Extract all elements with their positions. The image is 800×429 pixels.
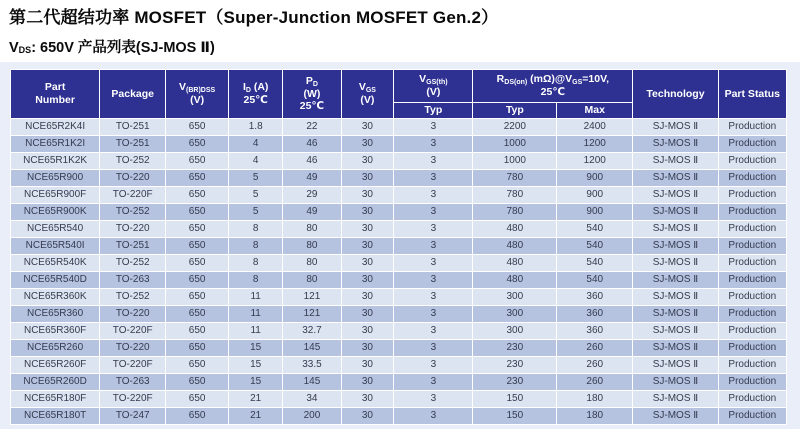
cell-rdson_max: 540 — [557, 221, 633, 238]
cell-rdson_typ: 230 — [473, 357, 557, 374]
cell-package: TO-252 — [100, 255, 166, 272]
cell-part_status: Production — [718, 306, 786, 323]
cell-package: TO-220F — [100, 357, 166, 374]
cell-part_status: Production — [718, 153, 786, 170]
cell-vgsth_typ: 3 — [394, 391, 473, 408]
cell-part_status: Production — [718, 119, 786, 136]
subtitle-rest: : 650V 产品列表(SJ-MOS Ⅱ) — [31, 40, 215, 57]
cell-id_25c: 11 — [229, 306, 283, 323]
cell-pd_25c: 80 — [283, 272, 341, 289]
cell-vbrdss: 650 — [166, 136, 229, 153]
cell-technology: SJ-MOS Ⅱ — [633, 136, 718, 153]
cell-rdson_typ: 480 — [473, 255, 557, 272]
cell-rdson_typ: 780 — [473, 187, 557, 204]
table-row — [11, 408, 787, 425]
cell-rdson_typ: 230 — [473, 374, 557, 391]
table-row — [11, 272, 787, 289]
cell-vgsth_typ: 3 — [394, 238, 473, 255]
cell-vbrdss: 650 — [166, 374, 229, 391]
cell-package: TO-220 — [100, 306, 166, 323]
col-header-pd: $P_D$ (W) 25℃ — [283, 70, 341, 119]
cell-part_number: NCE65R900F — [11, 187, 100, 204]
cell-vbrdss: 650 — [166, 408, 229, 425]
cell-package: TO-220 — [100, 340, 166, 357]
cell-rdson_typ: 780 — [473, 204, 557, 221]
cell-technology: SJ-MOS Ⅱ — [633, 238, 718, 255]
table-panel — [0, 62, 800, 429]
cell-part_status: Production — [718, 204, 786, 221]
cell-pd_25c: 34 — [283, 391, 341, 408]
cell-package: TO-252 — [100, 204, 166, 221]
cell-vgsth_typ: 3 — [394, 357, 473, 374]
cell-rdson_typ: 150 — [473, 408, 557, 425]
col-header-vgs: $V_{GS}$ (V) — [341, 70, 394, 119]
cell-technology: SJ-MOS Ⅱ — [633, 408, 718, 425]
col-header-vgsth-group: $V_{GS(th)}$ (V) — [394, 70, 473, 103]
cell-pd_25c: 22 — [283, 119, 341, 136]
cell-rdson_max: 260 — [557, 374, 633, 391]
table-row — [11, 374, 787, 391]
cell-id_25c: 1.8 — [229, 119, 283, 136]
cell-part_status: Production — [718, 170, 786, 187]
subtitle-v: V — [9, 40, 19, 57]
cell-vgsth_typ: 3 — [394, 340, 473, 357]
cell-rdson_max: 180 — [557, 408, 633, 425]
cell-package: TO-251 — [100, 136, 166, 153]
table-row — [11, 340, 787, 357]
cell-part_status: Production — [718, 374, 786, 391]
cell-rdson_max: 260 — [557, 340, 633, 357]
cell-rdson_max: 1200 — [557, 136, 633, 153]
cell-part_status: Production — [718, 255, 786, 272]
cell-package: TO-252 — [100, 289, 166, 306]
cell-part_number: NCE65R540I — [11, 238, 100, 255]
cell-id_25c: 21 — [229, 391, 283, 408]
cell-pd_25c: 80 — [283, 221, 341, 238]
table-row — [11, 238, 787, 255]
cell-technology: SJ-MOS Ⅱ — [633, 204, 718, 221]
cell-vbrdss: 650 — [166, 255, 229, 272]
cell-pd_25c: 145 — [283, 374, 341, 391]
cell-part_status: Production — [718, 238, 786, 255]
cell-vbrdss: 650 — [166, 204, 229, 221]
col-header-technology: Technology — [633, 70, 718, 119]
page-title-text: 第二代超结功率 MOSFET（Super-Junction MOSFET Gen.2） — [9, 8, 499, 27]
cell-vgs: 30 — [341, 204, 394, 221]
cell-part_status: Production — [718, 272, 786, 289]
cell-vgsth_typ: 3 — [394, 374, 473, 391]
cell-vgs: 30 — [341, 153, 394, 170]
cell-vgsth_typ: 3 — [394, 408, 473, 425]
cell-part_status: Production — [718, 408, 786, 425]
table-row — [11, 136, 787, 153]
table-row — [11, 306, 787, 323]
cell-technology: SJ-MOS Ⅱ — [633, 306, 718, 323]
cell-rdson_typ: 480 — [473, 221, 557, 238]
cell-vgs: 30 — [341, 170, 394, 187]
cell-vbrdss: 650 — [166, 306, 229, 323]
cell-package: TO-252 — [100, 153, 166, 170]
cell-pd_25c: 29 — [283, 187, 341, 204]
cell-id_25c: 4 — [229, 136, 283, 153]
cell-technology: SJ-MOS Ⅱ — [633, 391, 718, 408]
table-header — [11, 70, 787, 119]
cell-vbrdss: 650 — [166, 153, 229, 170]
table-row — [11, 204, 787, 221]
cell-id_25c: 4 — [229, 153, 283, 170]
cell-rdson_max: 540 — [557, 272, 633, 289]
table-row — [11, 170, 787, 187]
col-header-rdson-group: $R_{DS(on)}$ $(m\Omega)@V_{GS}=10V$, 25℃ — [473, 70, 633, 103]
cell-vgs: 30 — [341, 306, 394, 323]
cell-vgs: 30 — [341, 408, 394, 425]
cell-package: TO-220F — [100, 187, 166, 204]
cell-part_number: NCE65R180F — [11, 391, 100, 408]
cell-pd_25c: 121 — [283, 289, 341, 306]
cell-technology: SJ-MOS Ⅱ — [633, 221, 718, 238]
cell-vbrdss: 650 — [166, 238, 229, 255]
table-row — [11, 153, 787, 170]
cell-technology: SJ-MOS Ⅱ — [633, 153, 718, 170]
cell-package: TO-247 — [100, 408, 166, 425]
cell-vbrdss: 650 — [166, 221, 229, 238]
cell-id_25c: 8 — [229, 238, 283, 255]
cell-part_number: NCE65R260F — [11, 357, 100, 374]
cell-id_25c: 8 — [229, 255, 283, 272]
col-header-part-number: Part Number — [11, 70, 100, 119]
cell-vbrdss: 650 — [166, 323, 229, 340]
table-row — [11, 323, 787, 340]
cell-vgs: 30 — [341, 289, 394, 306]
product-table — [10, 69, 787, 425]
cell-id_25c: 21 — [229, 408, 283, 425]
cell-part_status: Production — [718, 340, 786, 357]
cell-technology: SJ-MOS Ⅱ — [633, 272, 718, 289]
cell-vgs: 30 — [341, 119, 394, 136]
cell-package: TO-251 — [100, 238, 166, 255]
cell-part_number: NCE65R360 — [11, 306, 100, 323]
cell-package: TO-263 — [100, 272, 166, 289]
cell-rdson_typ: 780 — [473, 170, 557, 187]
cell-part_number: NCE65R900 — [11, 170, 100, 187]
cell-vgsth_typ: 3 — [394, 136, 473, 153]
cell-rdson_max: 900 — [557, 204, 633, 221]
cell-technology: SJ-MOS Ⅱ — [633, 340, 718, 357]
cell-part_number: NCE65R1K2I — [11, 136, 100, 153]
cell-pd_25c: 33.5 — [283, 357, 341, 374]
col-header-package: Package — [100, 70, 166, 119]
cell-vbrdss: 650 — [166, 391, 229, 408]
cell-vgs: 30 — [341, 323, 394, 340]
table-row — [11, 119, 787, 136]
cell-rdson_typ: 1000 — [473, 153, 557, 170]
cell-technology: SJ-MOS Ⅱ — [633, 119, 718, 136]
cell-part_number: NCE65R540K — [11, 255, 100, 272]
cell-vgs: 30 — [341, 255, 394, 272]
cell-pd_25c: 32.7 — [283, 323, 341, 340]
cell-rdson_max: 540 — [557, 238, 633, 255]
cell-vgs: 30 — [341, 238, 394, 255]
cell-part_status: Production — [718, 289, 786, 306]
cell-pd_25c: 121 — [283, 306, 341, 323]
cell-vgs: 30 — [341, 340, 394, 357]
cell-vgsth_typ: 3 — [394, 221, 473, 238]
cell-vgsth_typ: 3 — [394, 153, 473, 170]
cell-vgs: 30 — [341, 221, 394, 238]
cell-rdson_max: 2400 — [557, 119, 633, 136]
cell-rdson_typ: 2200 — [473, 119, 557, 136]
cell-id_25c: 15 — [229, 340, 283, 357]
cell-part_number: NCE65R260D — [11, 374, 100, 391]
cell-part_number: NCE65R260 — [11, 340, 100, 357]
cell-id_25c: 11 — [229, 323, 283, 340]
cell-rdson_max: 180 — [557, 391, 633, 408]
cell-vgs: 30 — [341, 357, 394, 374]
cell-vbrdss: 650 — [166, 289, 229, 306]
cell-id_25c: 11 — [229, 289, 283, 306]
cell-rdson_typ: 300 — [473, 306, 557, 323]
cell-vbrdss: 650 — [166, 119, 229, 136]
cell-id_25c: 5 — [229, 170, 283, 187]
cell-id_25c: 8 — [229, 221, 283, 238]
cell-rdson_max: 360 — [557, 289, 633, 306]
cell-rdson_typ: 480 — [473, 272, 557, 289]
cell-vgsth_typ: 3 — [394, 187, 473, 204]
cell-pd_25c: 145 — [283, 340, 341, 357]
cell-rdson_max: 900 — [557, 187, 633, 204]
cell-vgsth_typ: 3 — [394, 289, 473, 306]
page-subtitle — [9, 36, 790, 57]
cell-part_status: Production — [718, 187, 786, 204]
table-row — [11, 255, 787, 272]
table-row — [11, 391, 787, 408]
cell-rdson_max: 360 — [557, 323, 633, 340]
cell-id_25c: 5 — [229, 187, 283, 204]
cell-vgsth_typ: 3 — [394, 119, 473, 136]
col-header-rdson-max: Max — [557, 103, 633, 119]
table-row — [11, 221, 787, 238]
cell-technology: SJ-MOS Ⅱ — [633, 255, 718, 272]
cell-part_status: Production — [718, 357, 786, 374]
cell-vgs: 30 — [341, 391, 394, 408]
cell-pd_25c: 49 — [283, 204, 341, 221]
cell-vgs: 30 — [341, 374, 394, 391]
cell-vgsth_typ: 3 — [394, 272, 473, 289]
cell-rdson_max: 260 — [557, 357, 633, 374]
cell-vbrdss: 650 — [166, 170, 229, 187]
table-body — [11, 119, 787, 425]
cell-rdson_max: 540 — [557, 255, 633, 272]
cell-part_status: Production — [718, 136, 786, 153]
table-row — [11, 289, 787, 306]
cell-pd_25c: 46 — [283, 153, 341, 170]
cell-part_number: NCE65R900K — [11, 204, 100, 221]
cell-technology: SJ-MOS Ⅱ — [633, 289, 718, 306]
cell-pd_25c: 80 — [283, 238, 341, 255]
cell-vbrdss: 650 — [166, 187, 229, 204]
cell-part_number: NCE65R360K — [11, 289, 100, 306]
cell-id_25c: 8 — [229, 272, 283, 289]
cell-rdson_typ: 150 — [473, 391, 557, 408]
cell-technology: SJ-MOS Ⅱ — [633, 323, 718, 340]
cell-rdson_typ: 480 — [473, 238, 557, 255]
cell-technology: SJ-MOS Ⅱ — [633, 357, 718, 374]
cell-rdson_typ: 300 — [473, 323, 557, 340]
cell-rdson_typ: 300 — [473, 289, 557, 306]
cell-pd_25c: 80 — [283, 255, 341, 272]
cell-part_number: NCE65R180T — [11, 408, 100, 425]
cell-rdson_typ: 230 — [473, 340, 557, 357]
cell-package: TO-251 — [100, 119, 166, 136]
cell-vgsth_typ: 3 — [394, 306, 473, 323]
col-header-vbrdss: $V_{(BR)DSS}$ (V) — [166, 70, 229, 119]
cell-vgs: 30 — [341, 272, 394, 289]
cell-package: TO-220F — [100, 391, 166, 408]
cell-vgsth_typ: 3 — [394, 323, 473, 340]
cell-rdson_max: 900 — [557, 170, 633, 187]
page-header — [0, 0, 800, 62]
cell-part_number: NCE65R360F — [11, 323, 100, 340]
cell-pd_25c: 46 — [283, 136, 341, 153]
page-title — [9, 7, 790, 28]
cell-id_25c: 15 — [229, 357, 283, 374]
cell-rdson_typ: 1000 — [473, 136, 557, 153]
cell-package: TO-263 — [100, 374, 166, 391]
cell-package: TO-220 — [100, 221, 166, 238]
col-header-id: $I_D$ (A) 25℃ — [229, 70, 283, 119]
cell-technology: SJ-MOS Ⅱ — [633, 374, 718, 391]
cell-vgs: 30 — [341, 136, 394, 153]
cell-rdson_max: 360 — [557, 306, 633, 323]
table-row — [11, 357, 787, 374]
cell-vgsth_typ: 3 — [394, 170, 473, 187]
cell-part_status: Production — [718, 323, 786, 340]
table-row — [11, 187, 787, 204]
col-header-part-status: Part Status — [718, 70, 786, 119]
cell-vbrdss: 650 — [166, 272, 229, 289]
subtitle-ds-subscript: DS — [18, 45, 32, 56]
cell-part_number: NCE65R540D — [11, 272, 100, 289]
cell-package: TO-220F — [100, 323, 166, 340]
cell-pd_25c: 200 — [283, 408, 341, 425]
cell-pd_25c: 49 — [283, 170, 341, 187]
cell-technology: SJ-MOS Ⅱ — [633, 187, 718, 204]
col-header-vgsth-typ: Typ — [394, 103, 473, 119]
cell-vgsth_typ: 3 — [394, 255, 473, 272]
cell-vbrdss: 650 — [166, 357, 229, 374]
cell-part_status: Production — [718, 391, 786, 408]
cell-part_status: Production — [718, 221, 786, 238]
cell-technology: SJ-MOS Ⅱ — [633, 170, 718, 187]
cell-vbrdss: 650 — [166, 340, 229, 357]
cell-rdson_max: 1200 — [557, 153, 633, 170]
cell-package: TO-220 — [100, 170, 166, 187]
col-header-rdson-typ: Typ — [473, 103, 557, 119]
cell-id_25c: 5 — [229, 204, 283, 221]
cell-vgs: 30 — [341, 187, 394, 204]
cell-part_number: NCE65R540 — [11, 221, 100, 238]
cell-id_25c: 15 — [229, 374, 283, 391]
cell-vgsth_typ: 3 — [394, 204, 473, 221]
cell-part_number: NCE65R1K2K — [11, 153, 100, 170]
cell-part_number: NCE65R2K4I — [11, 119, 100, 136]
